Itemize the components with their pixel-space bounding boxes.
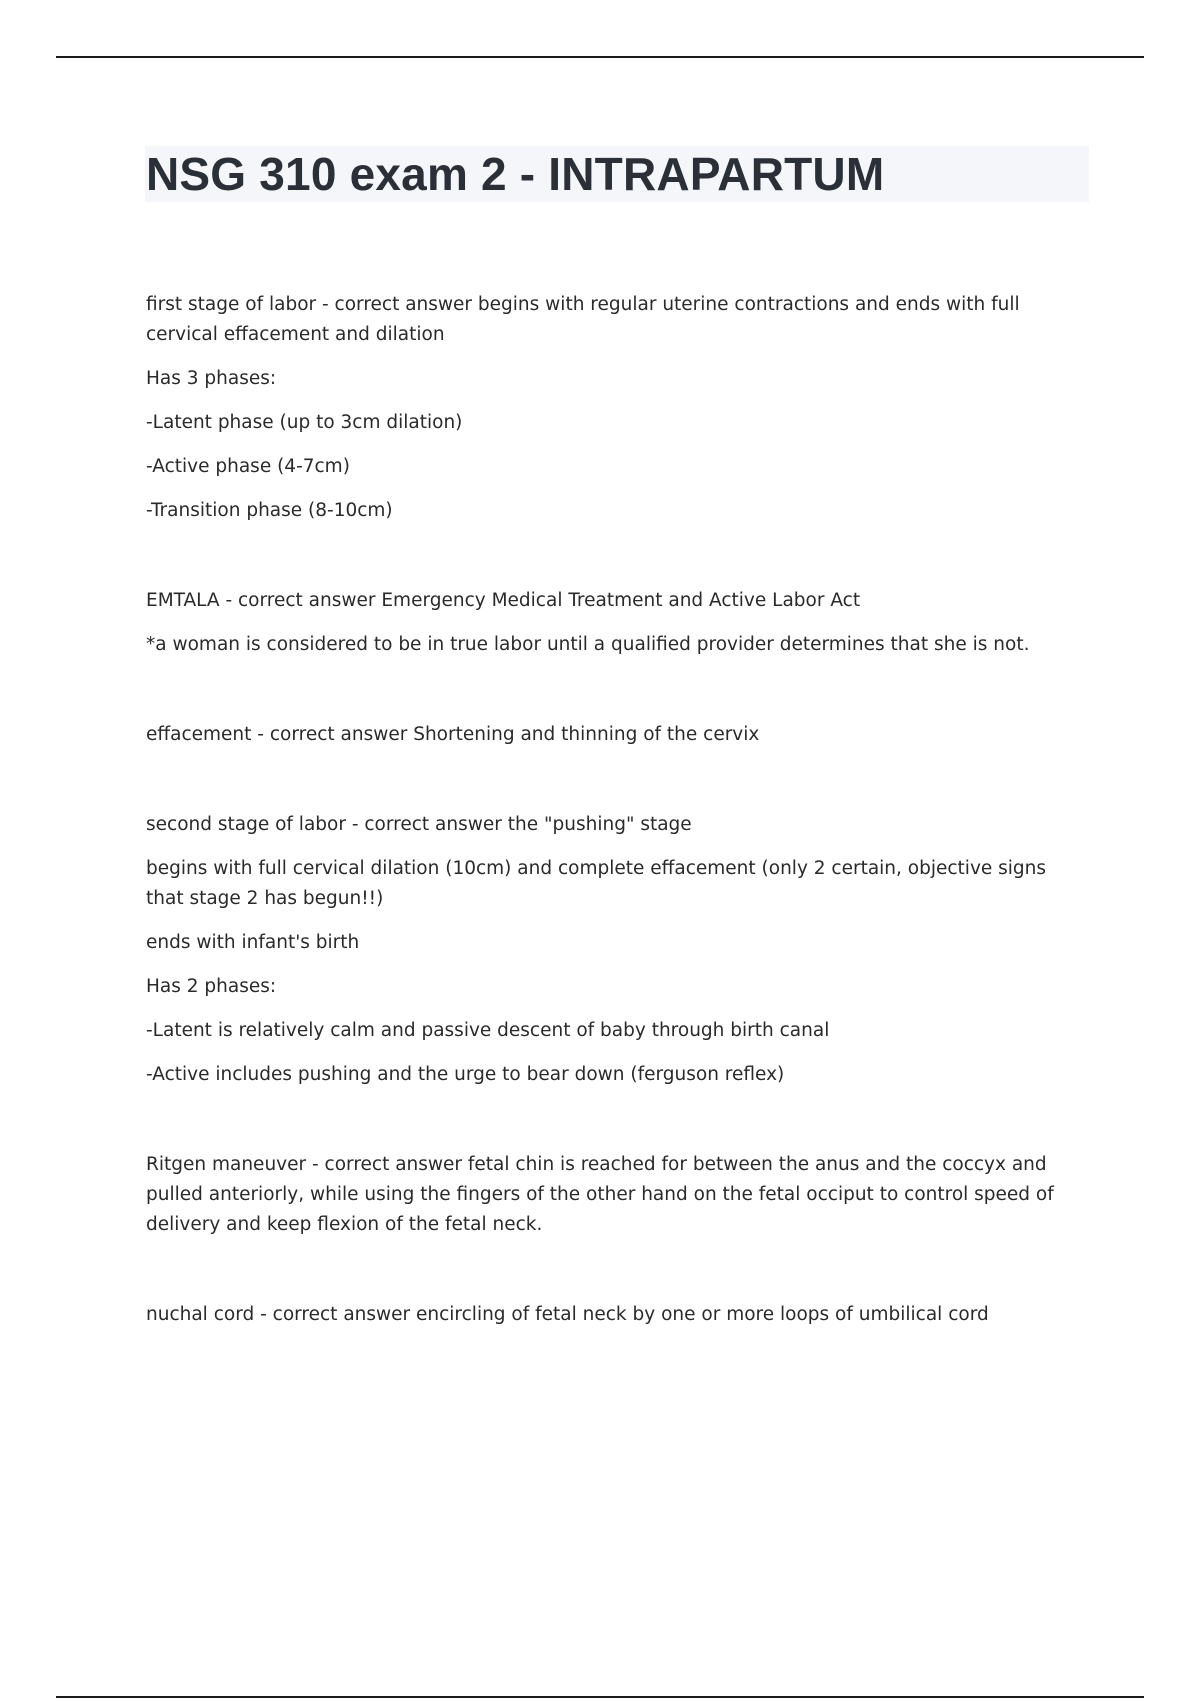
flashcard-detail-line: -Transition phase (8-10cm) bbox=[146, 500, 393, 521]
flashcard-separator: - correct answer bbox=[316, 294, 478, 315]
top-rule bbox=[56, 56, 1144, 58]
flashcard-term: second stage of labor bbox=[146, 814, 346, 835]
flashcard-separator: - correct answer bbox=[345, 814, 508, 835]
flashcard-detail-line: ends with infant's birth bbox=[146, 932, 360, 953]
flashcard-qa-line bbox=[146, 720, 1086, 750]
flashcard-separator: - correct answer bbox=[251, 724, 414, 745]
flashcard-qa-line bbox=[146, 810, 1086, 840]
flashcard-answer: encircling of fetal neck by one or more loops of umbilical cord bbox=[416, 1304, 989, 1325]
flashcard-qa-line bbox=[146, 290, 1086, 350]
flashcard-qa-line bbox=[146, 1150, 1086, 1240]
flashcard-detail-line: -Active includes pushing and the urge to bear down (ferguson reflex) bbox=[146, 1064, 785, 1085]
flashcard-detail-line: -Latent phase (up to 3cm dilation) bbox=[146, 412, 463, 433]
flashcard bbox=[146, 720, 1086, 750]
flashcard-detail-line: Has 3 phases: bbox=[146, 368, 277, 389]
flashcard-detail-line: -Active phase (4-7cm) bbox=[146, 456, 350, 477]
flashcard bbox=[146, 1150, 1086, 1240]
flashcard-answer: fetal chin is reached for between the anus and the coccyx and pulled anteriorly, while using the fingers of the other hand on the fetal occiput to control speed of delivery and keep flexion of the fetal neck. bbox=[146, 1154, 1054, 1235]
flashcard-separator: - correct answer bbox=[254, 1304, 417, 1325]
flashcard bbox=[146, 1300, 1086, 1330]
flashcard bbox=[146, 810, 1086, 1090]
flashcard bbox=[146, 290, 1086, 526]
flashcard-detail-line: Has 2 phases: bbox=[146, 976, 277, 997]
flashcard-answer: Emergency Medical Treatment and Active Labor Act bbox=[381, 590, 861, 611]
flashcard bbox=[146, 586, 1086, 660]
flashcard-term: EMTALA bbox=[146, 590, 220, 611]
flashcard-detail-line: *a woman is considered to be in true labor until a qualified provider determines that she is not. bbox=[146, 634, 1030, 655]
flashcard-term: nuchal cord bbox=[146, 1304, 255, 1325]
page-title: NSG 310 exam 2 - INTRAPARTUM bbox=[146, 148, 885, 200]
flashcard-qa-line bbox=[146, 1300, 1086, 1330]
flashcard-list bbox=[146, 290, 1086, 1390]
flashcard-term: first stage of labor bbox=[146, 294, 317, 315]
flashcard-separator: - correct answer bbox=[219, 590, 382, 611]
flashcard-term: effacement bbox=[146, 724, 252, 745]
flashcard-detail-line: -Latent is relatively calm and passive descent of baby through birth canal bbox=[146, 1020, 830, 1041]
flashcard-answer: Shortening and thinning of the cervix bbox=[413, 724, 760, 745]
flashcard-detail-line: begins with full cervical dilation (10cm) and complete effacement (only 2 certain, objective signs that stage 2 has begun!!) bbox=[146, 858, 1047, 909]
flashcard-qa-line bbox=[146, 586, 1086, 616]
flashcard-answer: the "pushing" stage bbox=[507, 814, 692, 835]
flashcard-answer: begins with regular uterine contractions and ends with full cervical effacement and dilation bbox=[146, 294, 1020, 345]
flashcard-separator: - correct answer bbox=[306, 1154, 468, 1175]
bottom-rule bbox=[56, 1696, 1144, 1698]
flashcard-term: Ritgen maneuver bbox=[146, 1154, 307, 1175]
